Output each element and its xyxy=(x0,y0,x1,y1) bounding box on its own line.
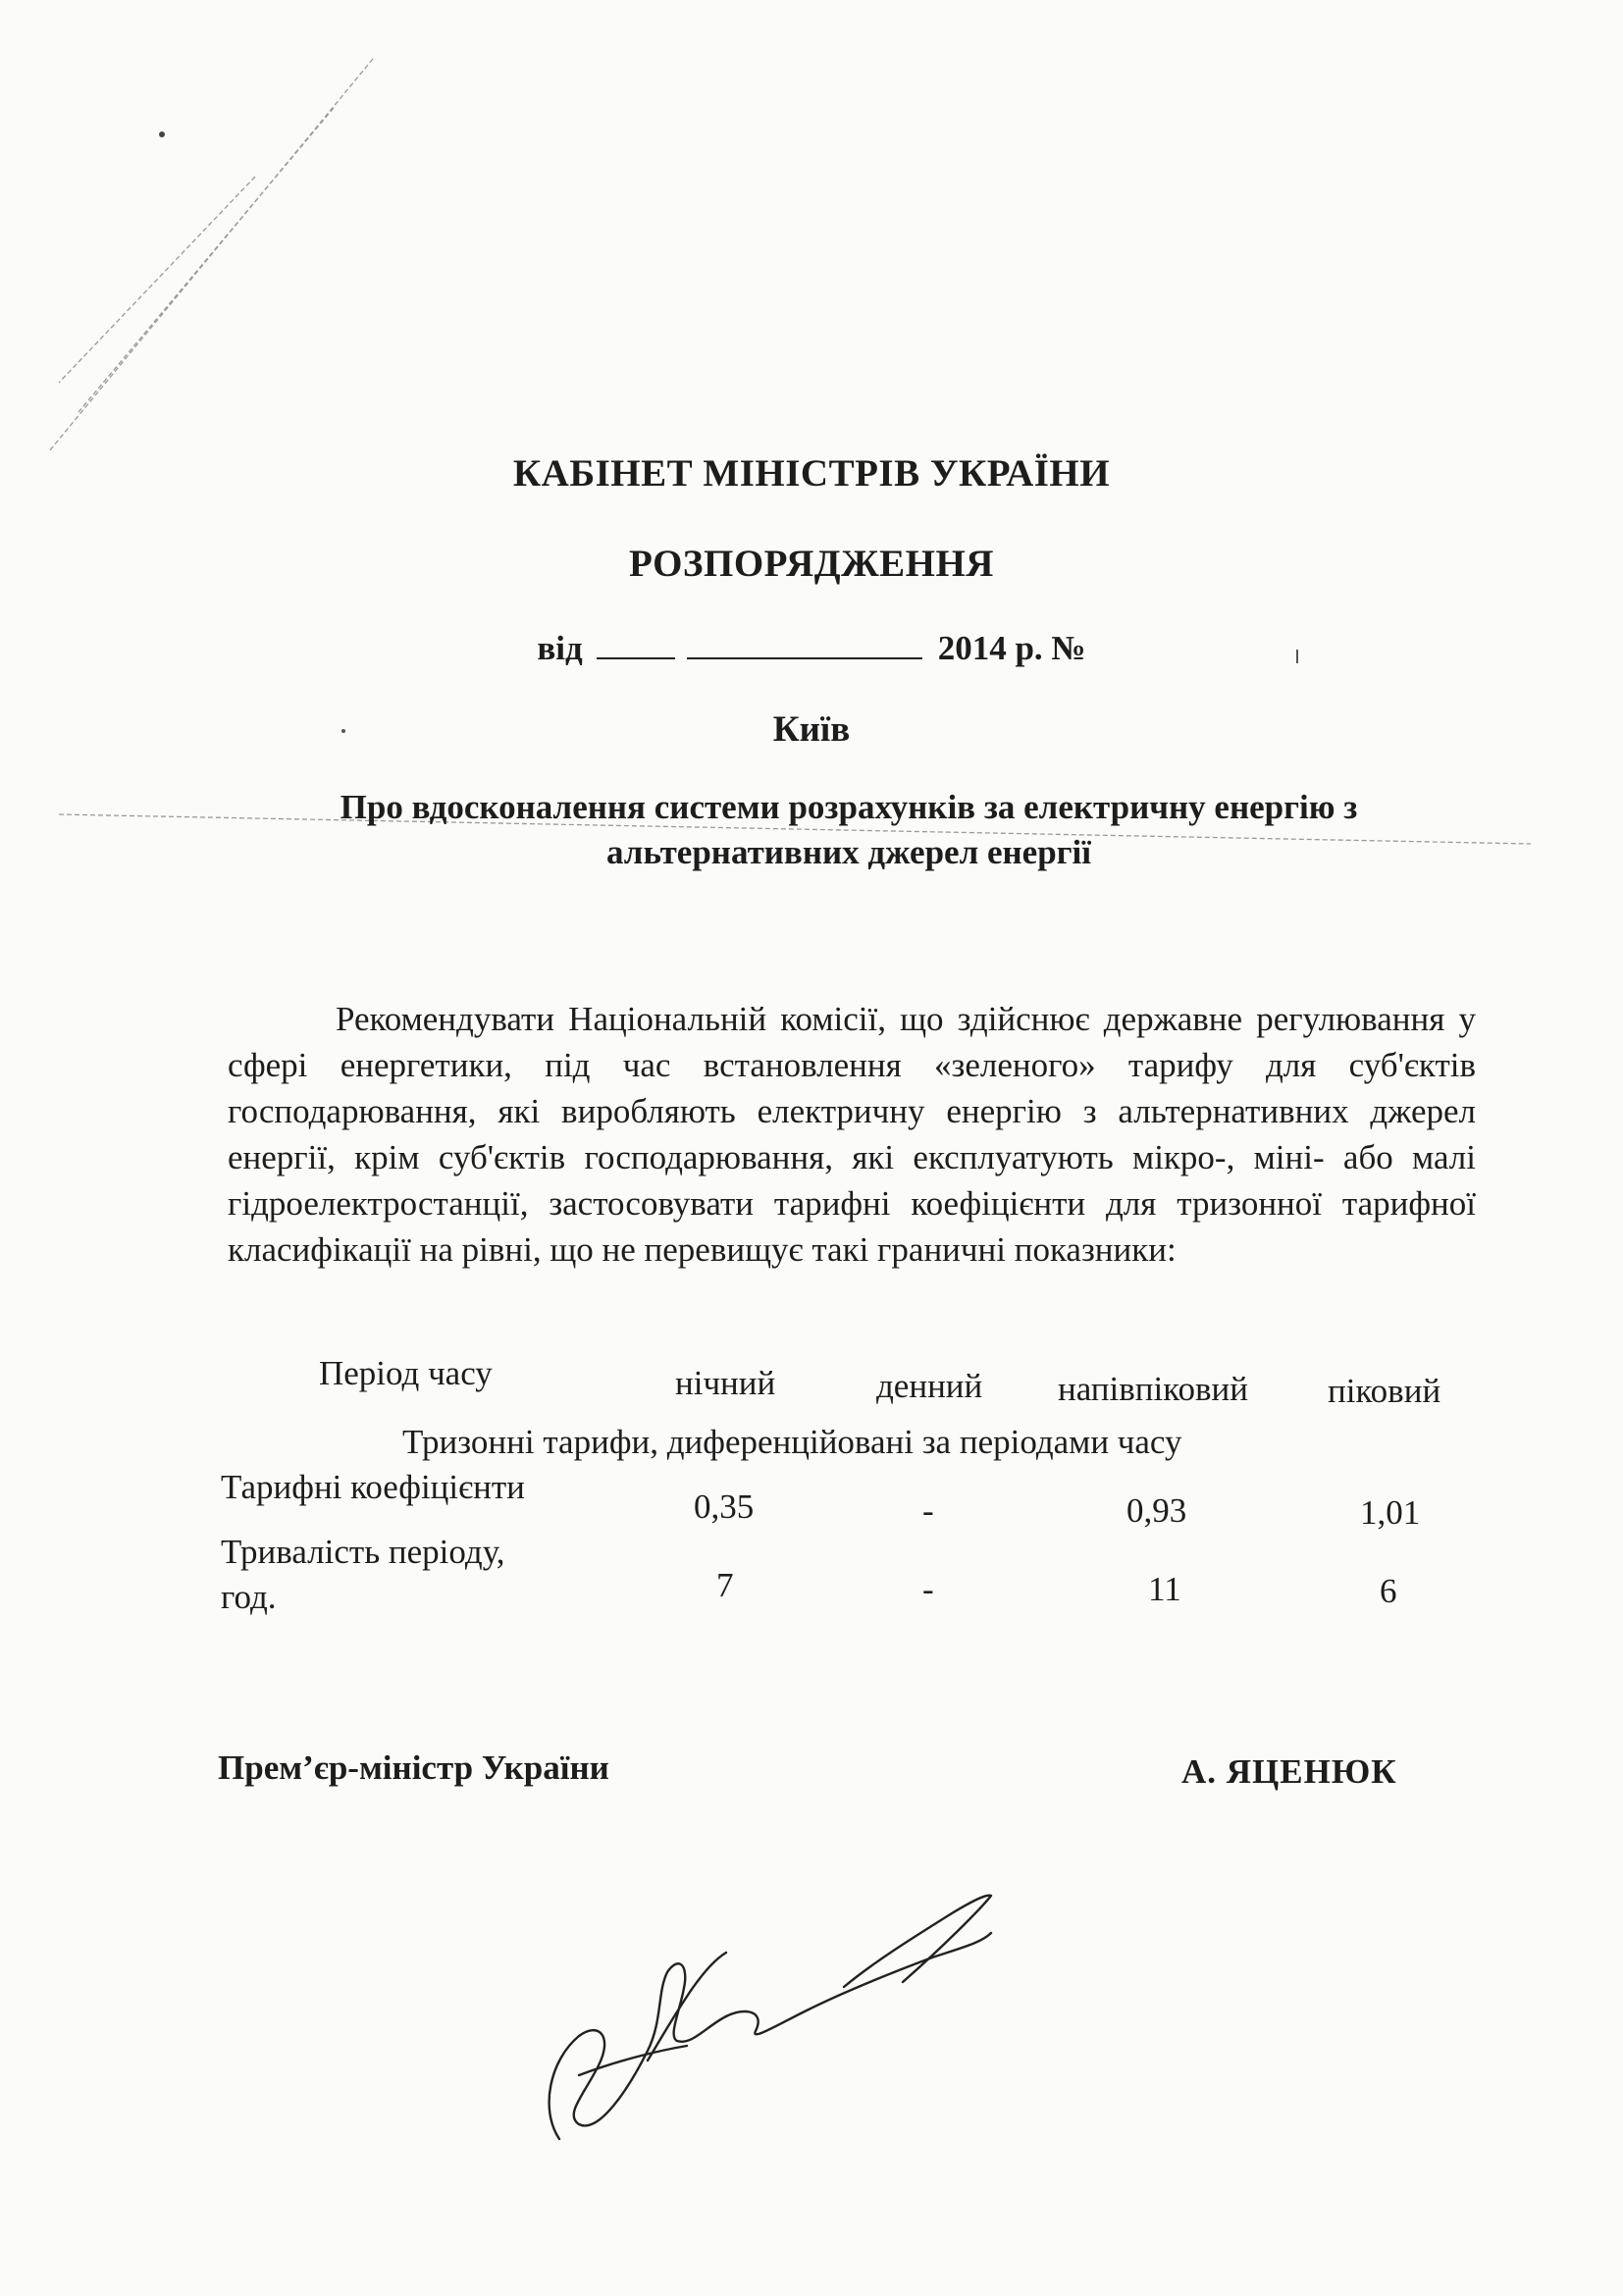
signer-name: А. ЯЦЕНЮК xyxy=(1181,1752,1397,1791)
day-blank xyxy=(597,628,675,659)
col-semipeak: напівпіковий xyxy=(1058,1370,1248,1408)
document-subject: Про вдосконалення системи розрахунків за електричну енергію з альтернативних джерел енергії xyxy=(340,788,1358,871)
table-cell: - xyxy=(922,1491,934,1530)
date-prefix: від xyxy=(537,629,583,667)
table-cell: 6 xyxy=(1380,1572,1397,1610)
table-cell: 7 xyxy=(716,1566,734,1604)
row-label-unit: год. xyxy=(221,1578,277,1616)
table-cell: - xyxy=(922,1570,934,1608)
col-peak: піковий xyxy=(1328,1372,1441,1410)
period-header: Період часу xyxy=(319,1354,493,1392)
row-label: Тарифні коефіцієнти xyxy=(221,1468,525,1506)
table-caption: Тризонні тарифи, диференційовані за періодами часу xyxy=(402,1423,1182,1461)
date-line xyxy=(0,628,1623,668)
table-cell: 0,35 xyxy=(694,1487,755,1526)
organization-title: КАБІНЕТ МІНІСТРІВ УКРАЇНИ xyxy=(512,452,1111,495)
month-blank xyxy=(687,628,922,659)
city: Київ xyxy=(772,709,851,750)
table-cell: 1,01 xyxy=(1360,1493,1421,1532)
table-cell: 0,93 xyxy=(1126,1491,1187,1530)
body-paragraph: Рекомендувати Національній комісії, що здійснює державне регулювання у сфері енергетики, під час встановлення «зеленого» тарифу для суб'єктів господарювання, які виробляють електричну енергію з альтернативних джерел енергії, крім суб'єктів господарювання, які експлуатують мікро-, міні- або малі гідроелектростанції, застосовувати тарифні коефіцієнти для тризонної тарифної класифікації на рівні, що не перевищує такі граничні показники: xyxy=(228,1000,1476,1269)
row-label: Тривалість періоду, xyxy=(221,1533,505,1571)
date-suffix: 2014 р. № xyxy=(937,629,1086,667)
handwritten-signature xyxy=(520,1864,1030,2159)
col-night: нічний xyxy=(675,1364,776,1402)
document-type: РОЗПОРЯДЖЕННЯ xyxy=(629,543,994,585)
table-cell: 11 xyxy=(1148,1570,1181,1608)
signer-position: Прем’єр-міністр України xyxy=(218,1748,609,1787)
col-day: денний xyxy=(876,1367,983,1405)
